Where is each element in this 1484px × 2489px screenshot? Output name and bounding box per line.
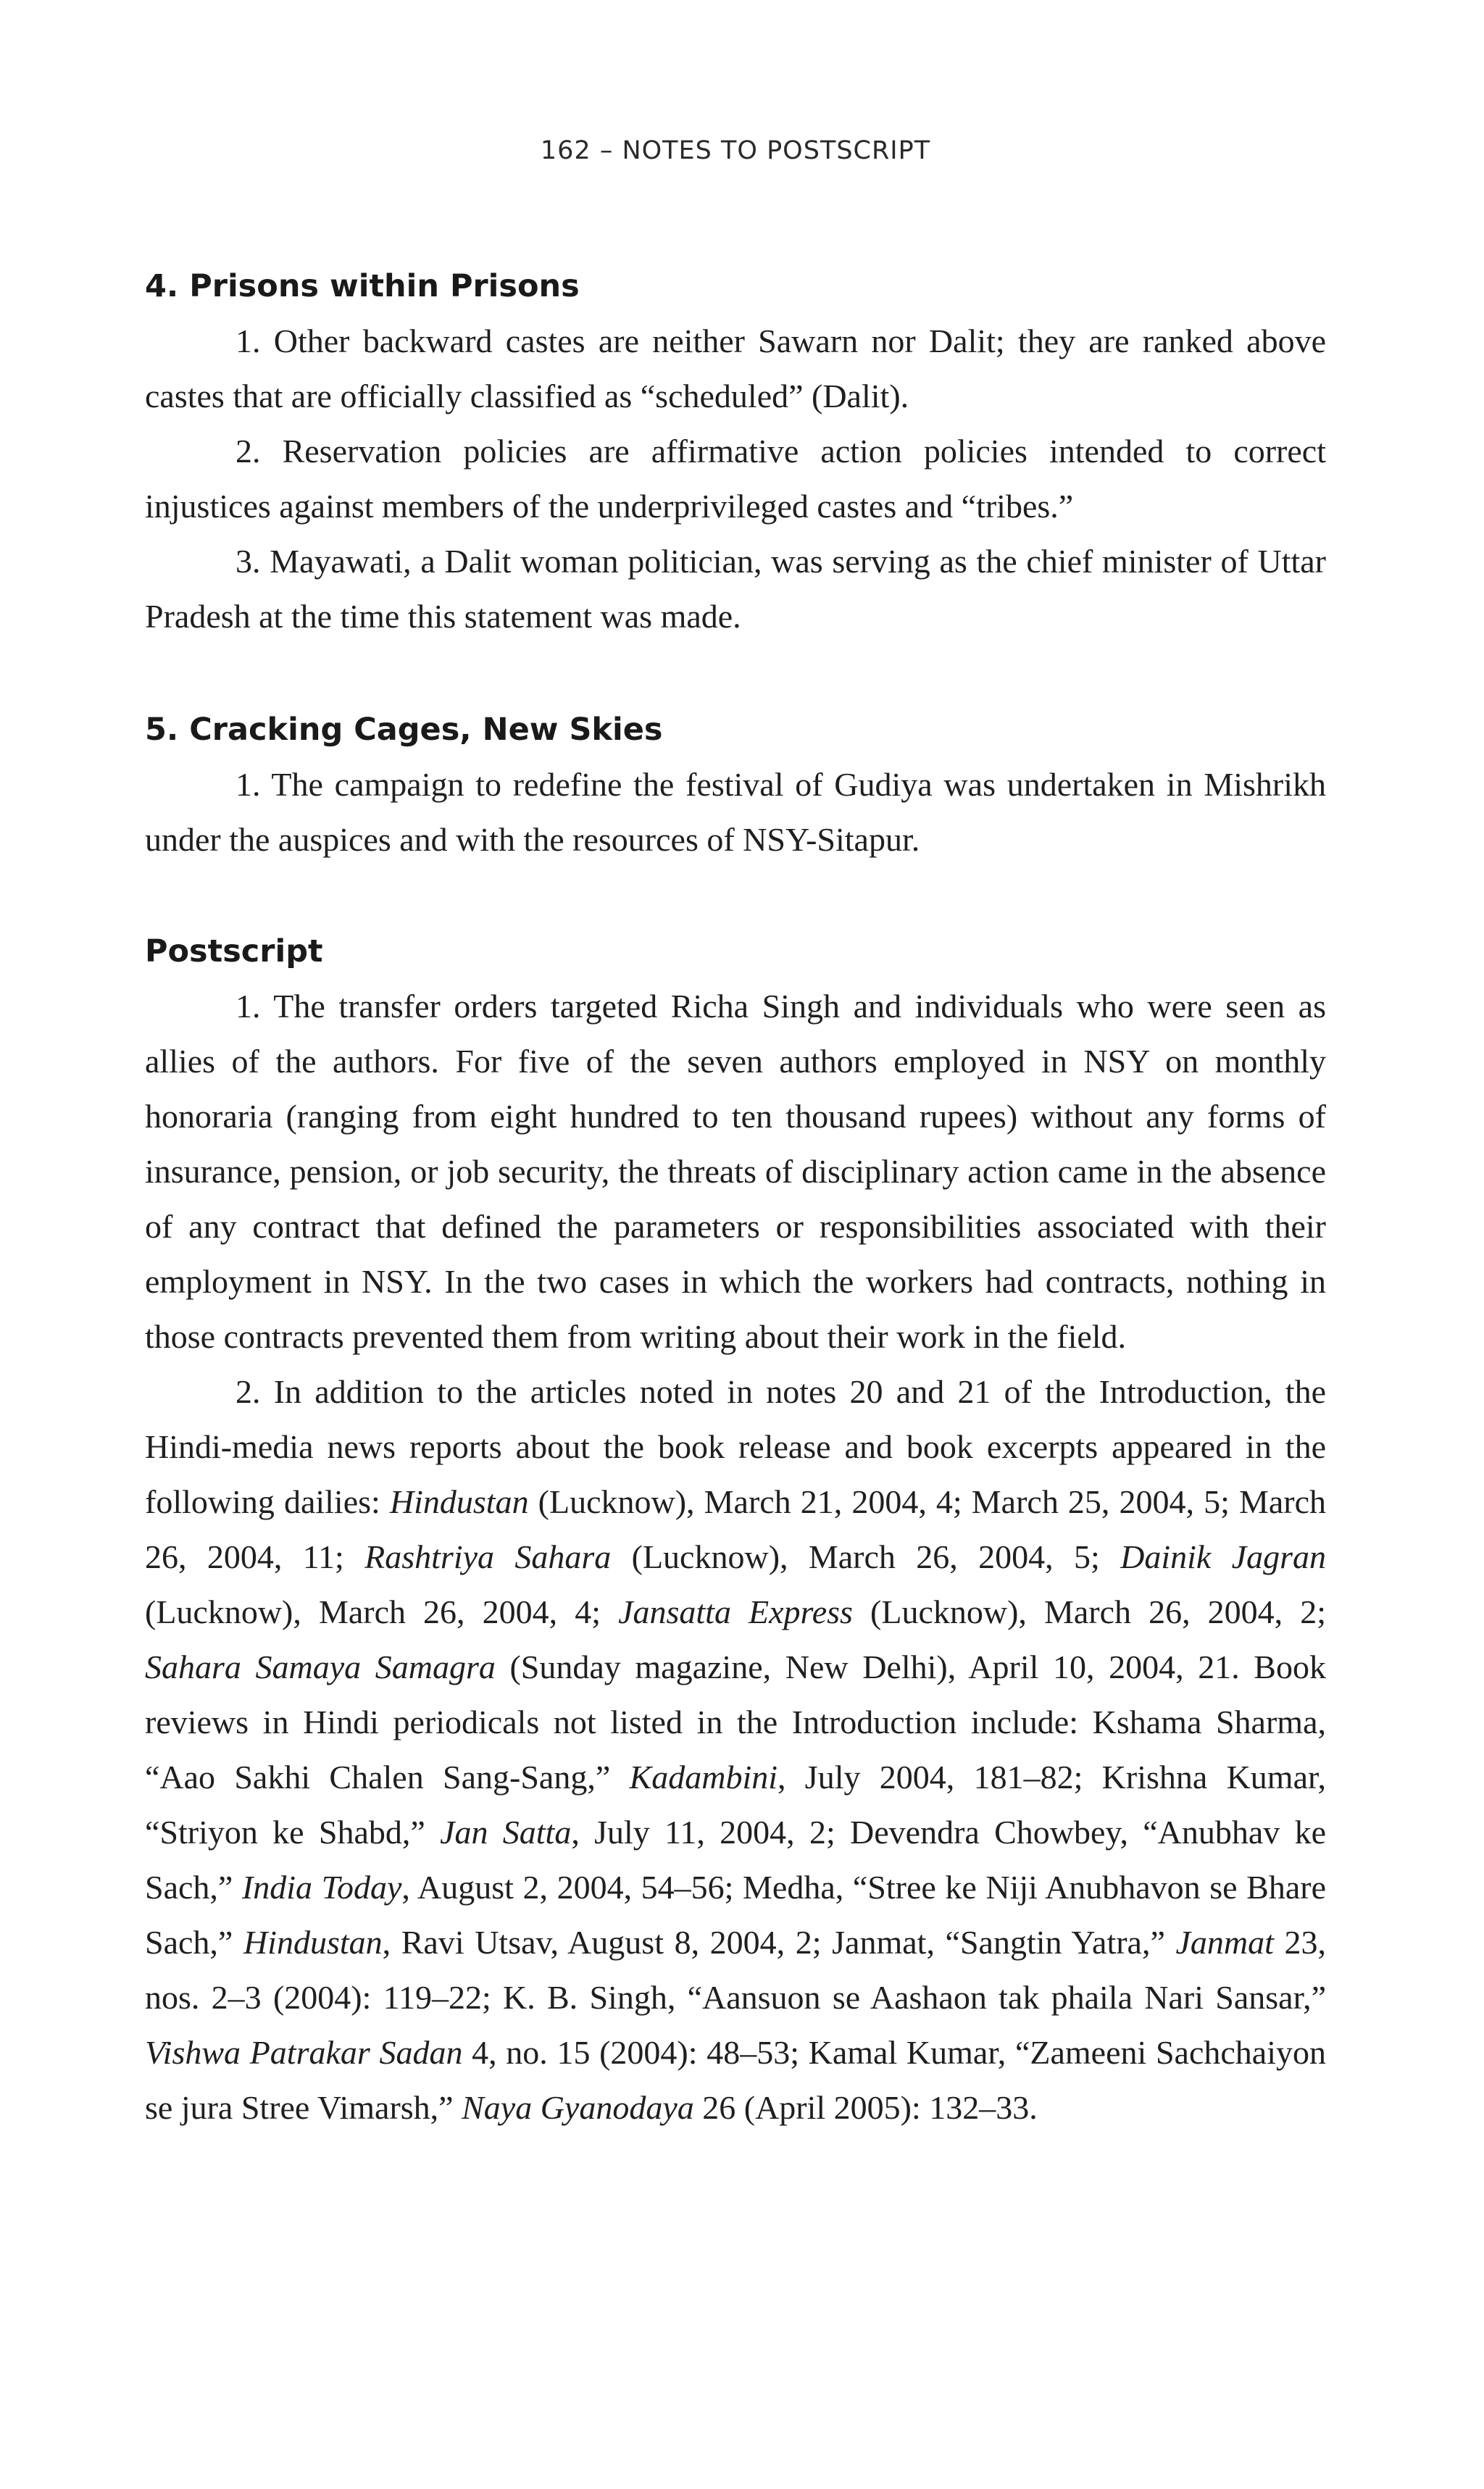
note-text: 2. In addition to the articles noted in notes 20 and 21 of the Introduction, the Hindi-media news reports about the book release and book excerpts appeared in the following dailies:	[145, 1373, 1326, 1520]
section-heading: Postscript	[145, 933, 323, 970]
note-text: , July 2004, 181–82; Krishna Kumar, “Striyon ke Shabd,”	[145, 1759, 1326, 1851]
publication-title: Janmat	[1175, 1924, 1274, 1961]
publication-title: Hindustan	[389, 1483, 529, 1520]
note-paragraph: 1. The transfer orders targeted Richa Singh and individuals who were seen as allies of the authors. For five of the seven authors employed in NSY on monthly honoraria (ranging from eight hundred to ten thousand rupees) without any forms of insurance, pension, or job security, the threats of disciplinary action came in the absence of any contract that defined the parameters or responsibilities associated with their employment in NSY. In the two cases in which the workers had contracts, nothing in those contracts prevented them from writing about their work in the field.	[145, 988, 1326, 1355]
note-paragraph: 1. Other backward castes are neither Sawarn nor Dalit; they are ranked above castes that are officially classified as “scheduled” (Dalit).	[145, 322, 1326, 414]
publication-title: Jansatta Express	[618, 1593, 853, 1630]
publication-title: Rashtriya Sahara	[364, 1538, 612, 1575]
publication-title: Dainik Jagran	[1120, 1538, 1326, 1575]
section-heading: 5. Cracking Cages, New Skies	[145, 712, 663, 748]
note-text: , July 11, 2004, 2; Devendra Chowbey, “Anubhav ke Sach,”	[145, 1814, 1326, 1906]
note-paragraph-with-citations	[145, 1364, 1326, 2135]
section-postscript	[145, 924, 1326, 2135]
publication-title: Kadambini	[629, 1759, 778, 1796]
note-text: , August 2, 2004, 54–56; Medha, “Stree ke Niji Anubhavon se Bhare Sach,”	[145, 1869, 1326, 1961]
note-text: (Lucknow), March 26, 2004, 5;	[611, 1538, 1121, 1575]
note-paragraph: 3. Mayawati, a Dalit woman politician, was serving as the chief minister of Uttar Pradesh at the time this statement was made.	[145, 543, 1326, 635]
section-prisons-within-prisons	[145, 259, 1326, 644]
note-text: 26 (April 2005): 132–33.	[693, 2089, 1038, 2126]
publication-title: Jan Satta	[440, 1814, 572, 1851]
note-text: 23, nos. 2–3 (2004): 119–22; K. B. Singh, “Aansuon se Aashaon tak phaila Nari Sansar,”	[145, 1924, 1327, 2016]
note-text: 4, no. 15 (2004): 48–53; Kamal Kumar, “Zameeni Sachchaiyon se jura Stree Vimarsh,”	[145, 2034, 1326, 2126]
running-head: 162 – NOTES TO POSTSCRIPT	[540, 136, 931, 165]
note-text: (Lucknow), March 26, 2004, 4;	[145, 1593, 619, 1630]
publication-title: India Today	[241, 1869, 402, 1906]
note-text: , Ravi Utsav, August 8, 2004, 2; Janmat, “Sangtin Yatra,”	[382, 1924, 1176, 1961]
note-paragraph: 2. Reservation policies are affirmative action policies intended to correct injustices against members of the underprivileged castes and “tribes.”	[145, 433, 1326, 525]
publication-title: Hindustan	[243, 1924, 383, 1961]
note-paragraph: 1. The campaign to redefine the festival of Gudiya was undertaken in Mishrikh under the auspices and with the resources of NSY-Sitapur.	[145, 766, 1326, 858]
publication-title: Naya Gyanodaya	[462, 2089, 694, 2126]
section-cracking-cages	[145, 702, 1326, 867]
publication-title: Vishwa Patrakar Sadan	[145, 2034, 463, 2071]
note-text: (Lucknow), March 26, 2004, 2;	[852, 1593, 1327, 1630]
note-text: (Sunday magazine, New Delhi), April 10, 2004, 21. Book reviews in Hindi periodicals not listed in the Introduction include: Kshama Sharma, “Aao Sakhi Chalen Sang-Sang,”	[145, 1648, 1326, 1796]
section-heading: 4. Prisons within Prisons	[145, 268, 580, 304]
publication-title: Sahara Samaya Samagra	[145, 1648, 496, 1685]
note-text: (Lucknow), March 21, 2004, 4; March 25, 2004, 5; March 26, 2004, 11;	[145, 1483, 1326, 1575]
